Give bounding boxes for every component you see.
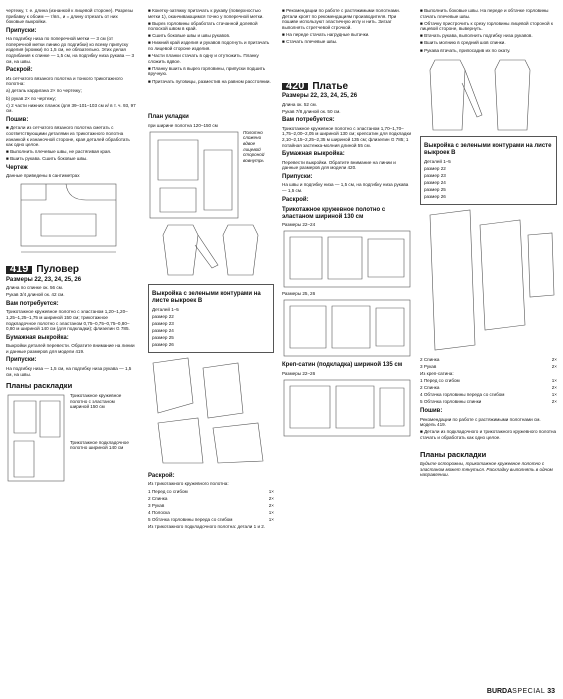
part-item: 3 Рукав 2× — [420, 364, 557, 369]
sewing-step: ■ Детали из сетчатого вязаного полотна сметать с соответствующими деталями из трикотажного полотна изнанкой к изнаночной стороне, края деталей обработать как одно целое. — [6, 125, 136, 147]
model-420-header — [282, 79, 412, 92]
layout-diagram-1 — [6, 393, 66, 483]
model-419-header — [6, 263, 136, 276]
model-number: 419 — [6, 266, 32, 274]
length: Длина ок. 52 см. — [282, 101, 317, 107]
legend-item: размер 24 — [424, 180, 446, 186]
part-item: 4 Обтачка горловины переда со сгибом 1× — [420, 392, 557, 398]
step: ■ Части планки стачать в одну и отутюжить. Планку сложить вдвое. — [148, 53, 274, 64]
allowances2-heading: Припуски: — [6, 357, 37, 364]
column-1 — [6, 8, 136, 483]
materials-text: Трикотажное кружевное полотно с эластаном 1,70–1,70–1,75–2,00–2,05 м шириной 130 см; крепсатин для подкладки 2,10–2,15–2,25–2,35 м шириной 135 см; флизелин G 785; 1 потайная застежка-молния длиной 55 см. — [282, 125, 412, 148]
materials-heading: Вам потребуется: — [282, 117, 335, 124]
allowances-heading: Припуски: — [282, 173, 313, 180]
legend-item: размер 23 — [424, 172, 446, 178]
step: ■ Рекомендации по работе с растяжимыми полотнами. Детали кроят по рекомендациям производителя. При пошиве используют эластичную иглу и нить. Зигзаг выполнять стретчевой строчкой. — [282, 8, 412, 30]
allowances2-text: На подгибку низа — 1,5 см, на подгибку низа рукава — 1,5 см, на швы. — [6, 365, 132, 377]
legend-item: размер 22 — [424, 165, 446, 171]
sleeve-length: Рукав 3/4 длиной ок. 42 см. — [6, 292, 65, 298]
part-item: 1 Перед со сгибом 1× — [148, 488, 274, 494]
layout-heading: Планы раскладки — [420, 450, 487, 460]
cutting-heading: Раскрой: — [148, 472, 175, 479]
sewing-step: ■ Вшить рукава. Сшить боковые швы. — [6, 156, 136, 162]
paper-pattern-text: Выкройки деталей перевести. Обратите внимание на линии и данные размеров для модели 419. — [6, 343, 135, 354]
legend-item: размер 25 — [152, 335, 174, 341]
legend-title: Выкройка с зелеными контурами на листе выкроек В — [152, 291, 261, 305]
part-item: 5 Обтачка горловины переда со сгибом 1× — [148, 516, 274, 522]
part-item: 4 Полоска 1× — [148, 509, 274, 515]
step: ■ Стачать плечевые швы. — [282, 39, 412, 45]
materials-heading: Вам потребуется: — [6, 300, 59, 307]
layout-diagram-420a — [282, 229, 412, 289]
pattern-pieces-diagram — [148, 353, 274, 468]
garment-sketch — [148, 220, 274, 280]
paper-pattern-heading: Бумажная выкройка: — [6, 334, 69, 341]
step: ■ Притачать пуговицы, разместив на равном расстоянии. — [148, 79, 274, 85]
legend-item: размер 25 — [424, 187, 446, 193]
part-item: 5 Обтачка горловины спинки 2× — [420, 399, 557, 405]
layout-plan-heading: План укладки — [148, 114, 189, 121]
model-name: Пуловер — [36, 264, 79, 276]
brand-special: SPECIAL — [512, 688, 546, 695]
part-item: 1 Перед со сгибом 1× — [420, 378, 557, 384]
sizes: Размеры 22, 23, 24, 25, 26 — [282, 93, 358, 100]
step: ■ Выполнить боковые швы. На переде и обтачке горловины стачать плечевые швы. — [420, 8, 557, 19]
cutting-text: Из сетчатого вязаного полотна и тонкого трикотажного полотна: — [6, 75, 123, 87]
pattern-drawing — [6, 180, 136, 260]
cutting-item: b) рукав 2× по чертежу; — [6, 95, 57, 101]
allowances-text: На подгибку низа по поперечной метки — 3 см (от поперечной метки линию до подгибки) ко всему припуску изделия (кромки) по 1,5 см, не обязательно. Этих делая подгибания к спинке — 1,5 см, на подгибку низа рукава — 3 см, на швы. — [6, 36, 135, 64]
legend-item: размер 26 — [152, 342, 174, 348]
legend-title: Выкройка с зелеными контурами на листе выкроек В — [424, 143, 552, 157]
pattern-sheet-legend — [148, 284, 274, 353]
materials-text: Трикотажное кружевное полотно с эластаном 1,20–1,20–1,25–1,25–1,75 м шириной 150 см; трикотажное подкладочное полотно с эластаном 0,75–0,75–0,75–0,80–0,80 м шириной 140 см (для подкладки); флизелин G 785. — [6, 309, 130, 332]
length: Длина по спинке ок. 56 см. — [6, 285, 64, 291]
allowances-heading: Припуски: — [6, 27, 37, 34]
cutting-text: Из трикотажного кружевного полотна: — [148, 481, 229, 487]
step: ■ Нижний край изделия и рукавов подогнуть и притачать по лицевой стороне изделия. — [148, 40, 274, 51]
step: ■ Сшить боковые швы и швы рукавов. — [148, 33, 274, 39]
legend-item: Деталей 1–5 — [152, 306, 179, 312]
sizes: Размеры 22, 23, 24, 25, 26 — [6, 276, 82, 283]
intro-text: чертежу, т. е. длина (изнанкой к лицевой стороне). Разрезы прибавку к обоим — т/вп., и = длину отрезать от них боковые выкройки. — [6, 8, 133, 25]
sewing-step: ■ Детали из подкладочного и трикотажного кружевного полотна стачать и обработать как одно целое. — [420, 429, 557, 440]
cutting-heading: Раскрой: — [6, 67, 33, 74]
fabric-label-1: Трикотажное кружевное полотно с эластаном шириной 150 см — [70, 393, 122, 410]
layout-plan-diagram — [148, 130, 240, 220]
step: ■ На переде стачать нагрудные вытачки. — [282, 32, 412, 38]
part-item: 3 Рукав 2× — [148, 502, 274, 508]
fabric-sizes: Размеры 22–26 — [282, 370, 316, 376]
step: ■ Втачать рукава, выполнить подгибку низа рукавов. — [420, 33, 557, 39]
legend-item: размер 23 — [152, 321, 174, 326]
fabric-label-2: Креп-сатин (подкладка) шириной 135 см — [282, 362, 403, 369]
step: ■ Вшить молнию в средний шов спинки. — [420, 40, 557, 46]
fabric-sizes: Размеры 22–24 — [282, 222, 316, 228]
page-footer — [487, 688, 555, 695]
model-number: 420 — [282, 83, 308, 91]
cutting-item: c) 2 части нижних планок /для 39–101–103 см и/ в т. ч. 93, 97 см. — [6, 102, 136, 114]
paper-pattern-heading: Бумажная выкройка: — [282, 151, 345, 158]
parts-list — [148, 489, 274, 523]
fabric-sizes: Размеры 25, 26 — [282, 290, 316, 296]
layout-heading: Планы раскладки — [6, 381, 73, 391]
step: ■ Обтачку пристрочить к срезу горловины лицевой стороной к лицевой стороне, вывернуть. — [420, 21, 557, 32]
model-name: Платье — [312, 80, 349, 92]
legend-item: размер 26 — [424, 194, 446, 200]
paper-pattern-text: Перевести выкройки. Обратите внимание на линии и данные размеров для модели 420. — [282, 159, 396, 171]
pattern-sheet-legend — [420, 136, 557, 205]
drawing-heading: Чертеж — [6, 164, 28, 171]
part-item: 2 Спинка 2× — [148, 495, 274, 501]
step: ■ Планку вшить в вырез горловины, припуски подшить вручную. — [148, 66, 274, 77]
legend-item: размер 22 — [152, 313, 174, 319]
sewing-step: ■ Выполнить плечевые швы, не растягивая края. — [6, 149, 136, 155]
column-2 — [148, 8, 274, 531]
layout-plan-note: Полотно сложено вдвое лицевой стороной вовнутрь — [243, 129, 265, 163]
layout-plan-sub: при ширине полотна 120–150 см — [148, 122, 218, 128]
legend-item: Деталей 1–5 — [424, 158, 451, 164]
fabric-label-1: Трикотажное кружевное полотно с эластаном шириной 130 см — [282, 206, 386, 220]
legend-item: размер 24 — [152, 328, 174, 334]
lining-label: Из креп-сатина: — [420, 371, 454, 377]
fabric-label-2: Трикотажное подкладочное полотно шириной 140 см — [70, 439, 129, 451]
sewing-heading: Пошив: — [6, 116, 29, 123]
dress-sketch — [420, 55, 557, 135]
page-number: 33 — [547, 688, 555, 695]
lining-note: Из трикотажного подкладочного полотна: детали 1 и 2. — [148, 524, 266, 530]
cutting-item: a) деталь кардигана 2× по чертежу; — [6, 88, 82, 94]
step: ■ Вырез горловины обработать стачанной долевой полоской швом в край. — [148, 21, 274, 32]
column-3 — [282, 8, 412, 440]
drawing-subheading: Данные приведены в сантиметрах — [6, 173, 80, 179]
step: ■ Кокетку-затяжку притачать к рукаву (поверхностью метки 1), оканчивающимся точно у поперечной метки. — [148, 8, 274, 19]
sewing-heading: Пошив: — [420, 408, 443, 415]
brand: BURDA — [486, 688, 513, 695]
pattern-pieces-diagram — [420, 205, 557, 355]
step: ■ Рукава втачать, припосадив их по окату. — [420, 48, 557, 54]
sleeve-length: Рукав 7/8 длиной ок. 50 см. — [282, 108, 341, 114]
parts-list — [420, 357, 557, 405]
part-item: 2 Спинка 2× — [420, 385, 557, 391]
recommendation: Рекомендации по работе с растяжимыми полотнами см. модель 419. — [420, 416, 541, 428]
part-item: 2 Спинка 2× — [420, 356, 557, 362]
column-4 — [420, 8, 557, 479]
layout-text: Будьте осторожны, трикотажное кружевное полотно с эластаном может тянуться. Раскладку выполнять в одном направлении. — [420, 460, 553, 478]
allowances-text: На швы и подгибку низа — 1,5 см, на подгибку низа рукава — 1,5 см. — [282, 182, 409, 193]
cutting-heading: Раскрой: — [282, 196, 309, 203]
layout-diagram-420b — [282, 298, 412, 358]
layout-diagram-420c — [282, 378, 412, 438]
